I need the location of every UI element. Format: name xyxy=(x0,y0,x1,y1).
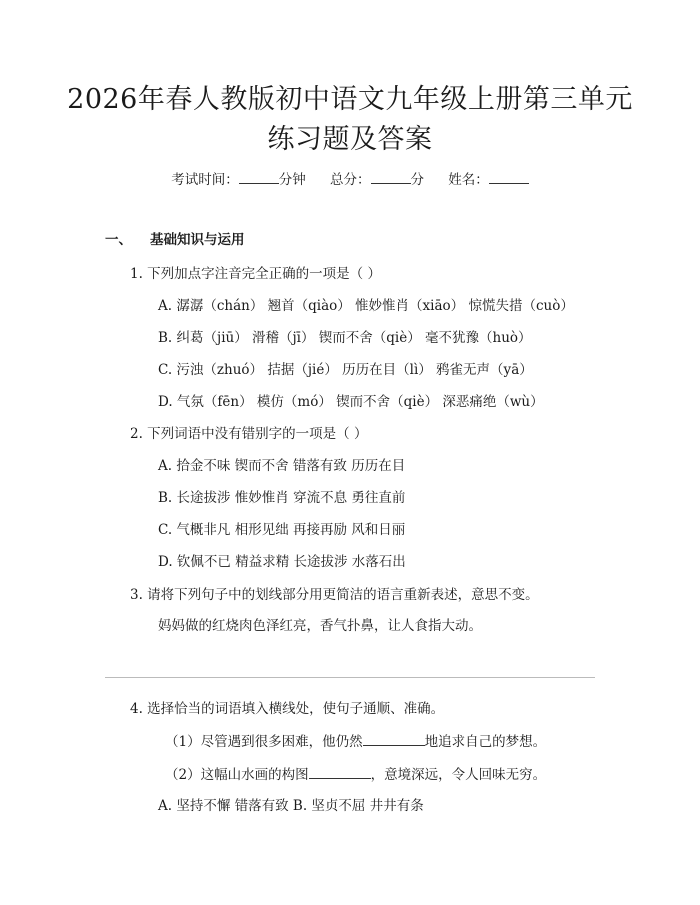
question-1-option-a: A. 潺潺（chán） 翘首（qiào） 惟妙惟肖（xiāo） 惊慌失措（cuò） xyxy=(158,298,574,314)
score-field xyxy=(330,172,424,188)
q4-s1-after: 地追求自己的梦想。 xyxy=(424,734,547,750)
question-4-sentence-2 xyxy=(165,763,546,783)
name-field xyxy=(448,172,529,188)
exam-meta xyxy=(0,168,700,188)
question-4-options: A. 坚持不懈 错落有致 B. 坚贞不屈 井井有条 xyxy=(158,798,424,814)
score-label: 总分： xyxy=(330,172,371,188)
q4-s2-before: （2）这幅山水画的构图 xyxy=(165,767,309,783)
question-4-stem: 4. 选择恰当的词语填入横线处，使句子通顺、准确。 xyxy=(130,701,445,717)
question-2-stem: 2. 下列词语中没有错别字的一项是（ ） xyxy=(130,426,368,442)
question-1-option-b: B. 纠葛（jiū） 滑稽（jī） 锲而不舍（qiè） 毫不犹豫（huò） xyxy=(158,330,532,346)
question-2-option-a: A. 拾金不味 锲而不舍 错落有致 历历在目 xyxy=(158,458,406,474)
name-blank xyxy=(489,171,529,184)
question-3-sentence: 妈妈做的红烧肉色泽红亮，香气扑鼻，让人食指大动。 xyxy=(158,618,482,634)
q4-s1-before: （1）尽管遇到很多困难，他仍然 xyxy=(165,734,363,750)
question-2-option-c: C. 气概非凡 相形见绌 再接再励 风和日丽 xyxy=(158,522,406,538)
question-2-option-b: B. 长途拔涉 惟妙惟肖 穿流不息 勇往直前 xyxy=(158,490,406,506)
score-unit: 分 xyxy=(410,172,424,188)
q4-s2-blank xyxy=(309,766,371,779)
question-2-option-d: D. 钦佩不已 精益求精 长途拔涉 水落石出 xyxy=(158,554,406,570)
time-label: 考试时间： xyxy=(171,172,239,188)
page-title: 2026年春人教版初中语文九年级上册第三单元练习题及答案 xyxy=(67,84,633,155)
name-label: 姓名： xyxy=(448,172,489,188)
question-3-stem: 3. 请将下列句子中的划线部分用更简洁的语言重新表述，意思不变。 xyxy=(130,587,539,603)
question-1-option-d: D. 气氛（fēn） 模仿（mó） 锲而不舍（qiè） 深恶痛绝（wù） xyxy=(158,394,544,410)
section-title: 基础知识与运用 xyxy=(150,232,245,248)
time-blank xyxy=(239,171,279,184)
question-1-option-c: C. 污浊（zhuó） 拮据（jié） 历历在目（lì） 鸦雀无声（yā） xyxy=(158,362,533,378)
section-heading xyxy=(105,228,245,248)
score-blank xyxy=(371,171,411,184)
q4-s2-after: ，意境深远，令人回味无穷。 xyxy=(370,767,547,783)
time-unit: 分钟 xyxy=(278,172,306,188)
time-field xyxy=(171,172,306,188)
question-1-stem: 1. 下列加点字注音完全正确的一项是（ ） xyxy=(130,266,381,282)
q4-s1-blank xyxy=(363,733,425,746)
section-number: 一、 xyxy=(105,232,132,248)
answer-line xyxy=(105,677,595,678)
question-4-sentence-1 xyxy=(165,730,546,750)
